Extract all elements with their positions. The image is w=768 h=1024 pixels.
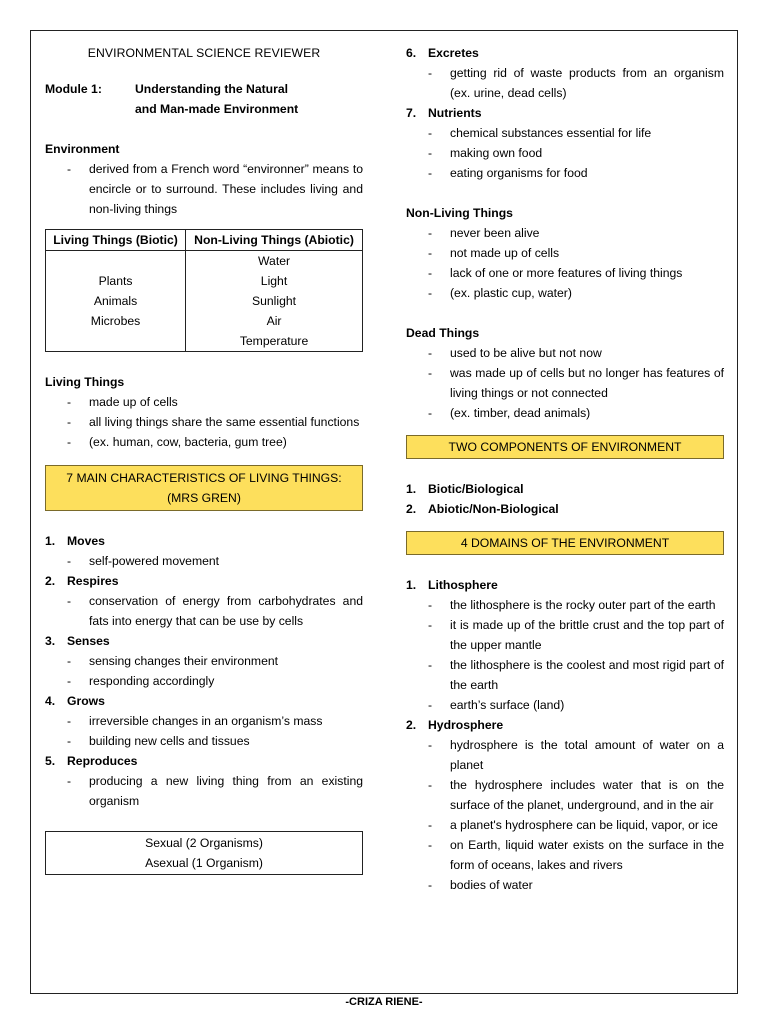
list-item: - the lithosphere is the rocky outer part of the earth [406,595,724,615]
item-title: Moves [67,534,105,548]
page-footer: -CRIZA RIENE- [345,996,423,1008]
item-title: Senses [67,634,110,648]
list-item: - sensing changes their environment [45,651,363,671]
list-item: - was made up of cells but no longer has features of living things or not connected [406,363,724,403]
mrs-gren-banner [45,465,363,511]
list-item: - eating organisms for food [406,163,724,183]
characteristic-item [406,103,724,183]
non-living-heading: Non-Living Things [406,206,513,220]
item-title: Excretes [428,46,479,60]
nonliving-item: Water [257,254,291,268]
document-title: ENVIRONMENTAL SCIENCE REVIEWER [87,46,321,60]
item-number: 1. [406,578,417,592]
list-item: - conservation of energy from carbohydrates and fats into energy that can be use by cells [45,591,363,631]
list-item: - responding accordingly [45,671,363,691]
item-number: 6. [406,46,417,60]
living-item: Plants [98,274,133,288]
left-column [45,43,363,875]
item-number: 2. [406,718,417,732]
domain-item [406,715,724,895]
item-number: 7. [406,106,417,120]
item-title: Respires [67,574,119,588]
dead-things-list [406,343,724,423]
two-components-banner: TWO COMPONENTS OF ENVIRONMENT [406,435,724,459]
module-heading [45,79,363,119]
characteristic-item [406,43,724,103]
list-item: - the lithosphere is the coolest and most rigid part of the earth [406,655,724,695]
characteristic-item [45,691,363,751]
reproduction-box [45,831,363,875]
characteristic-item [45,631,363,691]
list-item: - (ex. plastic cup, water) [406,283,724,303]
item-title: Reproduces [67,754,138,768]
module-title-line2: and Man-made Environment [135,102,299,116]
list-item: - the hydrosphere includes water that is on the surface of the planet, underground, and in the air [406,775,724,815]
right-column [406,43,724,895]
item-number: 2. [406,502,417,516]
item-text: Abiotic/Non-Biological [428,502,559,516]
domain-item [406,575,724,715]
list-item: - bodies of water [406,875,724,895]
environment-heading: Environment [45,142,120,156]
list-item: - a planet's hydrosphere can be liquid, vapor, or ice [406,815,724,835]
non-living-list [406,223,724,303]
list-item: - (ex. human, cow, bacteria, gum tree) [45,432,363,452]
list-item: - producing a new living thing from an existing organism [45,771,363,811]
characteristic-item [45,751,363,811]
living-item: Microbes [90,314,141,328]
item-number: 5. [45,754,56,768]
list-item: - lack of one or more features of living things [406,263,724,283]
list-item: - all living things share the same essential functions [45,412,363,432]
list-item [406,499,724,519]
list-item: - not made up of cells [406,243,724,263]
characteristics-list-continued [406,43,724,183]
list-item: - derived from a French word “environner” means to encircle or to surround. These includes living and non-living things [45,159,363,219]
characteristics-list [45,531,363,811]
domains-list [406,575,724,895]
list-item: - earth’s surface (land) [406,695,724,715]
banner-line2: (MRS GREN) [167,491,241,505]
table-header-living: Living Things (Biotic) [46,230,186,251]
module-title-line1: Understanding the Natural [135,82,289,96]
nonliving-item: Air [266,314,282,328]
list-item: - getting rid of waste products from an organism (ex. urine, dead cells) [406,63,724,103]
list-item: - it is made up of the brittle crust and the top part of the upper mantle [406,615,724,655]
four-domains-banner: 4 DOMAINS OF THE ENVIRONMENT [406,531,724,555]
table-header-nonliving: Non-Living Things (Abiotic) [186,230,363,251]
list-item: - (ex. timber, dead animals) [406,403,724,423]
item-number: 1. [406,482,417,496]
item-number: 1. [45,534,56,548]
list-item: - self-powered movement [45,551,363,571]
two-components-list [406,479,724,519]
item-title: Hydrosphere [428,718,504,732]
list-item: - used to be alive but not now [406,343,724,363]
list-item: - made up of cells [45,392,363,412]
characteristic-item [45,531,363,571]
list-item: - on Earth, liquid water exists on the surface in the form of oceans, lakes and rivers [406,835,724,875]
list-item [406,479,724,499]
list-item: - building new cells and tissues [45,731,363,751]
item-title: Lithosphere [428,578,498,592]
list-item: - irreversible changes in an organism’s mass [45,711,363,731]
living-things-list [45,392,363,452]
reproduction-sexual: Sexual (2 Organisms) [145,836,263,850]
reproduction-asexual: Asexual (1 Organism) [145,856,263,870]
nonliving-item: Light [260,274,288,288]
nonliving-cell [186,251,363,352]
nonliving-item: Sunlight [252,294,297,308]
item-title: Grows [67,694,105,708]
list-item: - hydrosphere is the total amount of water on a planet [406,735,724,775]
living-cell [46,251,186,352]
list-item: - making own food [406,143,724,163]
nonliving-item: Temperature [239,334,309,348]
item-number: 2. [45,574,56,588]
item-number: 4. [45,694,56,708]
list-item: - chemical substances essential for life [406,123,724,143]
item-text: Biotic/Biological [428,482,524,496]
banner-line1: 7 MAIN CHARACTERISTICS OF LIVING THINGS: [66,471,342,485]
living-things-heading: Living Things [45,375,125,389]
environment-list [45,159,363,219]
item-number: 3. [45,634,56,648]
living-item: Animals [93,294,138,308]
biotic-abiotic-table [45,229,363,352]
characteristic-item [45,571,363,631]
item-title: Nutrients [428,106,482,120]
dead-things-heading: Dead Things [406,326,480,340]
list-item: - never been alive [406,223,724,243]
module-label: Module 1: [45,82,102,96]
